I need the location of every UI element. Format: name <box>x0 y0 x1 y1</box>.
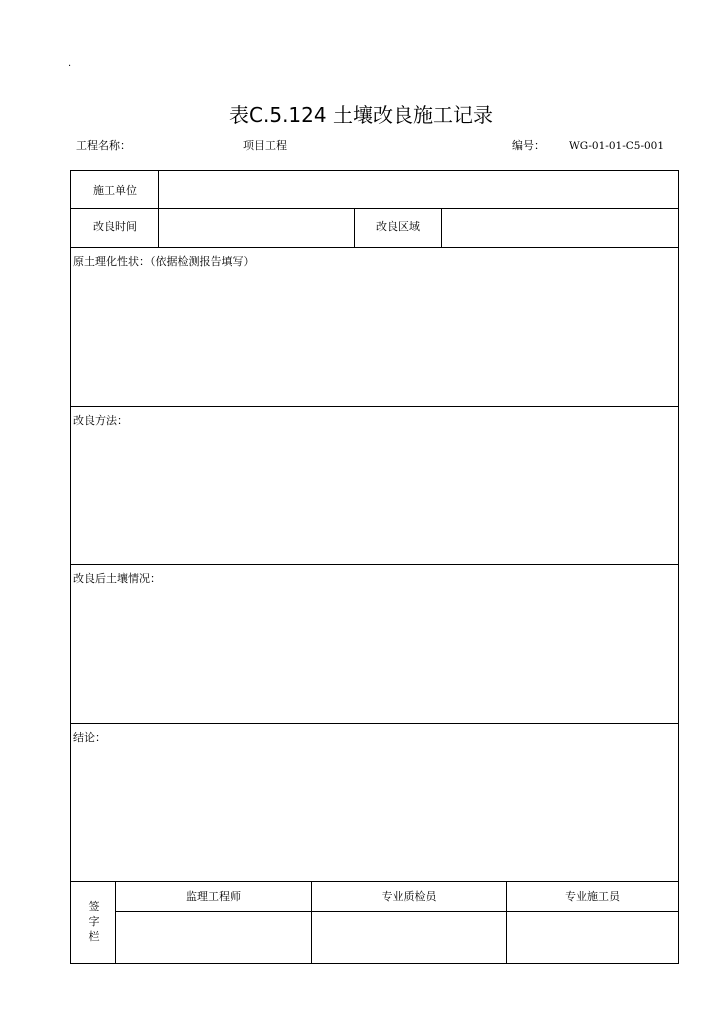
form-code-label: 编号： <box>512 139 545 152</box>
improvement-area-label: 改良区域 <box>376 220 420 233</box>
form-code-value[interactable]: WG-01-01-C5-001 <box>569 140 665 152</box>
conclusion-field[interactable] <box>71 748 678 880</box>
signature-field-constructor[interactable] <box>507 912 678 962</box>
record-form <box>70 170 679 964</box>
construction-unit-field[interactable] <box>159 171 678 208</box>
row-divider <box>71 881 678 882</box>
improvement-time-field[interactable] <box>159 209 354 247</box>
page-title: 表C.5.124 土壤改良施工记录 <box>229 103 493 128</box>
construction-unit-label: 施工单位 <box>93 184 137 197</box>
project-name-value[interactable]: 项目工程 <box>243 139 287 152</box>
row-divider <box>71 406 678 407</box>
improvement-time-label: 改良时间 <box>93 220 137 233</box>
project-name-label: 工程名称： <box>76 139 131 152</box>
signer-role-constructor: 专业施工员 <box>565 890 620 903</box>
method-field[interactable] <box>71 431 678 563</box>
after-soil-field[interactable] <box>71 589 678 722</box>
signature-field-quality-inspector[interactable] <box>312 912 506 962</box>
after-soil-label: 改良后土壤情况： <box>73 572 161 585</box>
signer-role-quality-inspector: 专业质检员 <box>381 890 437 903</box>
row-divider <box>71 564 678 565</box>
original-soil-field[interactable] <box>71 271 678 405</box>
row-divider <box>71 247 678 248</box>
improvement-area-field[interactable] <box>442 209 678 247</box>
conclusion-label: 结论： <box>73 731 106 744</box>
signer-role-supervisor: 监理工程师 <box>186 890 241 903</box>
signature-field-supervisor[interactable] <box>116 912 311 962</box>
original-soil-label: 原土理化性状：（依据检测报告填写） <box>73 255 255 268</box>
page-mark: · <box>68 61 72 72</box>
signature-column-label: 签字栏 <box>88 900 100 943</box>
row-divider <box>71 723 678 724</box>
method-label: 改良方法： <box>73 414 128 427</box>
